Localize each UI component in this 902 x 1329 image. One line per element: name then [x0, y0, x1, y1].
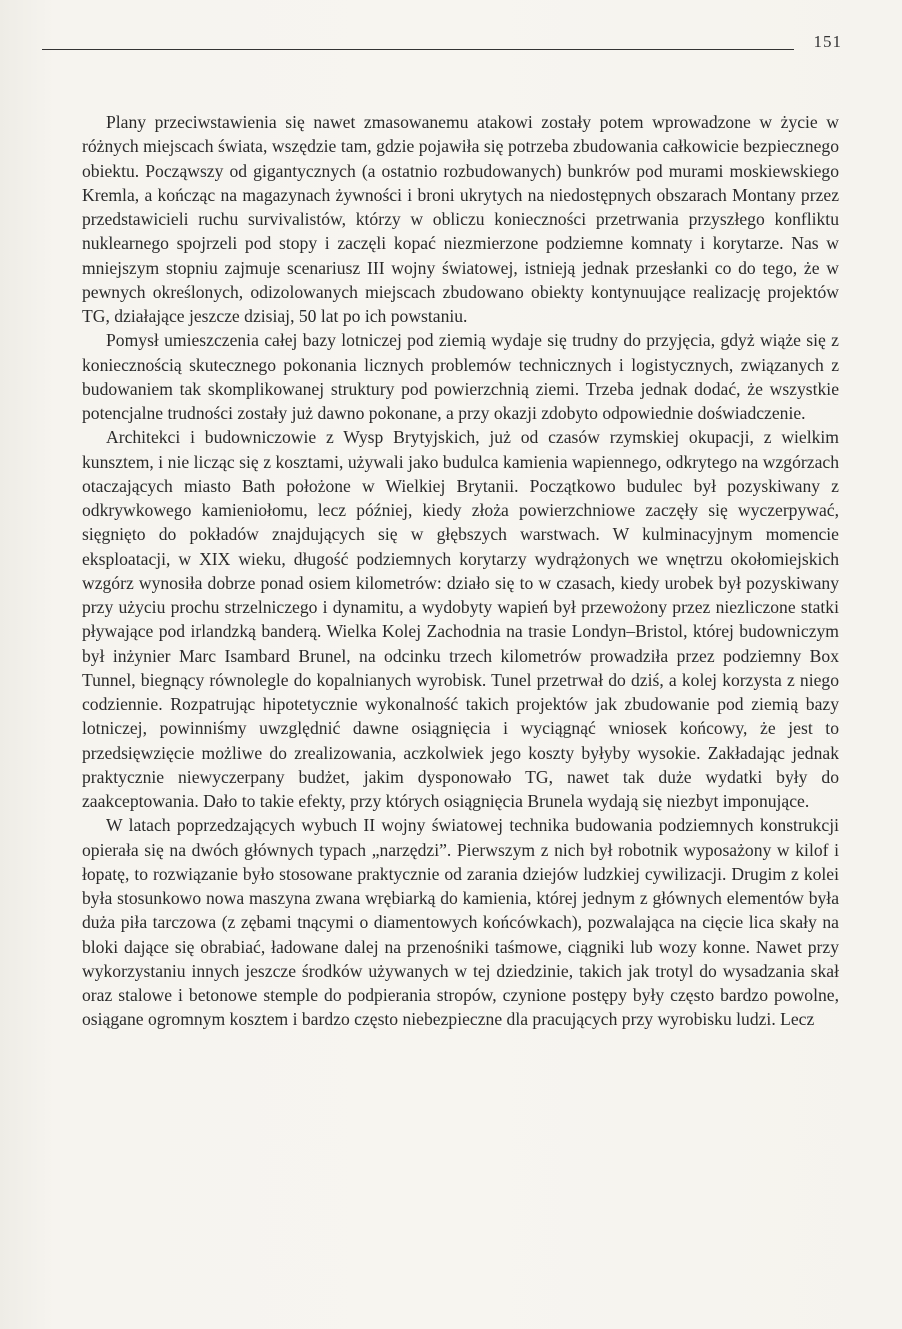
page-number: 151: [813, 32, 842, 51]
paragraph-underground-plans: Plany przeciwstawienia się nawet zmasowanemu atakowi zostały potem wprowadzone w życie w różnych miejscach świata, wszędzie tam, gdzie pojawiła się potrzeba zbudowania całkowicie bezpiecznego obiektu. Począwszy od gigantycznych (a ostatnio rozbudowanych) bunkrów pod murami moskiewskiego Kremla, a kończąc na magazynach żywności i broni ukrytych na niedostępnych obszarach Montany przez przedstawicieli ruchu survivalistów, którzy w obliczu konieczności przetrwania przyszłego konfliktu nuklearnego spojrzeli pod stopy i zaczęli kopać niezmierzone podziemne komnaty i korytarze. Nas w mniejszym stopniu zajmuje scenariusz III wojny światowej, istnieją jednak przesłanki co do tego, że w pewnych określonych, odizolowanych miejscach zbudowano obiekty kontynuujące realizację projektów TG, działające jeszcze dzisiaj, 50 lat po ich powstaniu.: [82, 112, 839, 326]
paragraph-bath-quarries: Architekci i budowniczowie z Wysp Brytyjskich, już od czasów rzymskiej okupacji, z wielkim kunsztem, i nie licząc się z kosztami, używali jako budulca kamienia wapiennego, odkrytego na wzgórzach otaczających miasto Bath położone w Wielkiej Brytanii. Początkowo budulec był pozyskiwany z odkrywkowego kamieniołomu, lecz później, kiedy złoża powierzchniowe zaczęły się wyczerpywać, sięgnięto do pokładów znajdujących się w głębszych warstwach. W kulminacyjnym momencie eksploatacji, w XIX wieku, długość podziemnych korytarzy wydrążonych we wnętrzu okołomiejskich wzgórz wynosiła dobrze ponad osiem kilometrów: działo się to w czasach, kiedy urobek był pozyskiwany przy użyciu prochu strzelniczego i dynamitu, a wydobyty wapień był przewożony przez niezliczone statki pływające pod irlandzką banderą. Wielka Kolej Zachodnia na trasie Londyn–Bristol, której budowniczym był inżynier Marc Isambard Brunel, na odcinku trzech kilometrów prowadziła przez podziemny Box Tunnel, biegnący równolegle do kopalnianych wyrobisk. Tunel przetrwał do dziś, a kolej korzysta z niego codziennie. Rozpatrując hipotetycznie wykonalność takich projektów jak zbudowanie pod ziemią bazy lotniczej, powinniśmy uwzględnić dawne osiągnięcia i wyciągnąć wniosek końcowy, że jest to przedsięwzięcie możliwe do zrealizowania, aczkolwiek jego koszty byłyby wysokie. Zakładając jednak praktycznie niewyczerpany budżet, jakim dysponowało TG, nawet tak duże wydatki były do zaakceptowania. Dało to takie efekty, przy których osiągnięcia Brunela wydają się niezbyt imponujące.: [82, 427, 839, 811]
body-text: [82, 110, 839, 1032]
header-rule: [42, 49, 794, 50]
paragraph-construction-techniques: W latach poprzedzających wybuch II wojny światowej technika budowania podziemnych konstrukcji opierała się na dwóch głównych typach „narzędzi”. Pierwszym z nich był robotnik wyposażony w kilof i łopatę, to rozwiązanie było stosowane praktycznie od zarania dziejów ludzkiej cywilizacji. Drugim z kolei była stosunkowo nowa maszyna zwana wrębiarką do kamienia, której jednym z głównych elementów była duża piła tarczowa (z zębami tnącymi o diamentowych końcówkach), pozwalająca na cięcie lica skały na bloki dające się obrabiać, ładowane dalej na przenośniki taśmowe, ciągniki lub wozy konne. Nawet przy wykorzystaniu innych jeszcze środków używanych w tej dziedzinie, takich jak trotyl do wysadzania skał oraz stalowe i betonowe stemple do podpierania stropów, czynione postępy były często bardzo powolne, osiągane ogromnym kosztem i bardzo często niebezpieczne dla pracujących przy wyrobisku ludzi. Lecz: [82, 815, 839, 1030]
paragraph-underground-airbase: Pomysł umieszczenia całej bazy lotniczej pod ziemią wydaje się trudny do przyjęcia, gdyż wiąże się z koniecznością skutecznego pokonania licznych problemów technicznych i logistycznych, związanych z budowaniem tak skomplikowanej struktury pod powierzchnią ziemi. Trzeba jednak dodać, że wszystkie potencjalne trudności zostały już dawno pokonane, a przy okazji zdobyto odpowiednie doświadczenie.: [82, 330, 839, 423]
page-header: [42, 30, 842, 54]
